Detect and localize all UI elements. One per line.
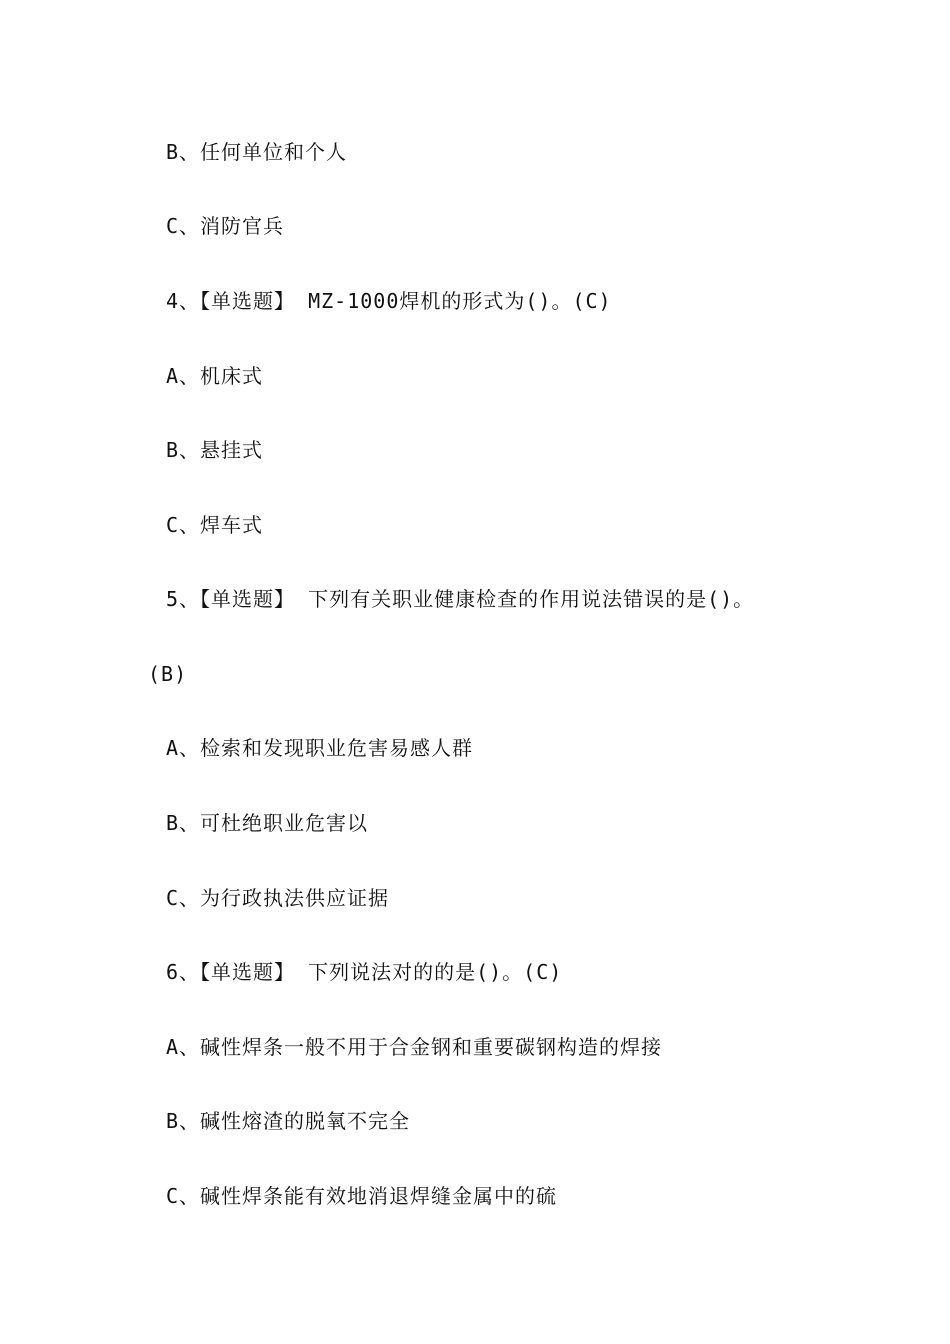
option-c-q6: C、碱性焊条能有效地消退焊缝金属中的硫: [166, 1184, 558, 1208]
question-6: 6、【单选题】 下列说法对的的是()。(C): [166, 960, 563, 984]
option-b-q6: B、碱性熔渣的脱氧不完全: [166, 1109, 411, 1133]
option-b-q4: B、悬挂式: [166, 438, 264, 462]
option-b-q5: B、可杜绝职业危害以: [166, 811, 369, 835]
option-b-q3: B、任何单位和个人: [166, 140, 348, 164]
question-4: 4、【单选题】 MZ-1000焊机的形式为()。(C): [166, 289, 612, 313]
option-a-q4: A、机床式: [166, 364, 264, 388]
option-a-q5: A、检索和发现职业危害易感人群: [166, 736, 474, 760]
question-5-answer: (B): [148, 662, 188, 686]
option-c-q5: C、为行政执法供应证据: [166, 886, 390, 910]
option-a-q6: A、碱性焊条一般不用于合金钢和重要碳钢构造的焊接: [166, 1035, 663, 1059]
question-5: 5、【单选题】 下列有关职业健康检查的作用说法错误的是()。: [166, 587, 755, 611]
option-c-q4: C、焊车式: [166, 513, 264, 537]
option-c-q3: C、消防官兵: [166, 214, 285, 238]
